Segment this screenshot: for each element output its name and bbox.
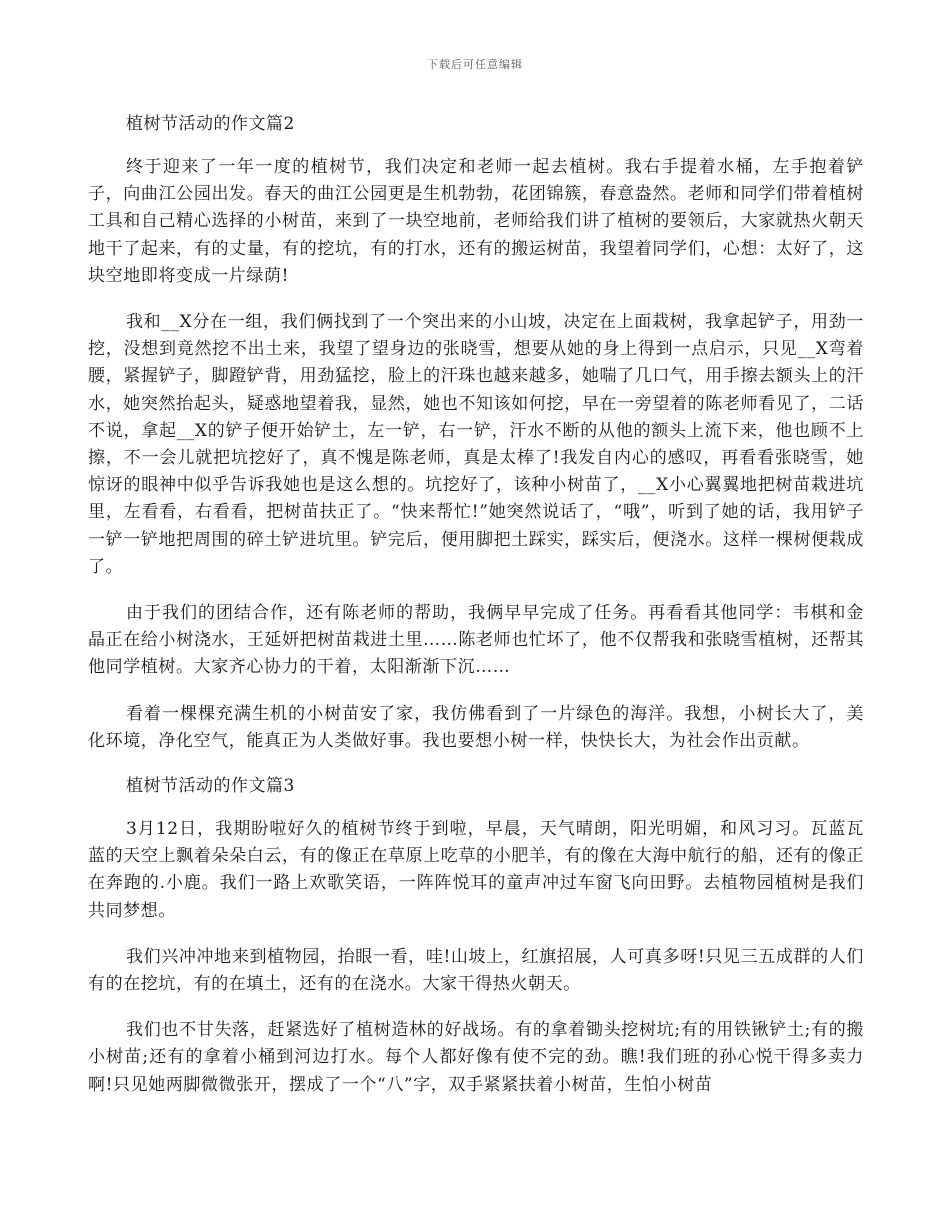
paragraph: 由于我们的团结合作，还有陈老师的帮助，我俩早早完成了任务。再看看其他同学：韦棋和金晶正在给小树浇水，王延妍把树苗栽进土里……陈老师也忙坏了，他不仅帮我和张晓雪植树，还帮其他同学植树。大家齐心协力的干着，太阳渐渐下沉…… xyxy=(88,603,864,678)
paragraph: 我和__X分在一组，我们俩找到了一个突出来的小山坡，决定在上面栽树，我拿起铲子，用劲一挖，没想到竟然挖不出土来，我望了望身边的张晓雪，想要从她的身上得到一点启示，只见__X弯着腰，紧握铲子，脚蹬铲背，用劲猛挖，脸上的汗珠也越来越多，她喘了几口气，用手擦去额头上的汗水，她突然抬起头，疑惑地望着我，显然，她也不知该如何挖，早在一旁望着的陈老师看见了，二话不说，拿起__X的铲子便开始铲土，左一铲，右一铲，汗水不断的从他的额头上流下来，他也顾不上擦，不一会儿就把坑挖好了，真不愧是陈老师，真是太棒了!我发自内心的感叹，再看看张晓雪，她惊讶的眼神中似乎告诉我她也是这么想的。坑挖好了，该种小树苗了，__X小心翼翼地把树苗栽进坑里，左看看，右看看，把树苗扶正了。“快来帮忙!”她突然说话了，“哦”，听到了她的话，我用铲子一铲一铲地把周围的碎土铲进坑里。铲完后，便用脚把土踩实，踩实后，便浇水。这样一棵树便栽成了。 xyxy=(88,312,864,577)
section-title-3: 植树节活动的作文篇3 xyxy=(126,776,295,797)
section-title-2: 植树节活动的作文篇2 xyxy=(126,114,295,134)
paragraph: 我们兴冲冲地来到植物园，抬眼一看，哇!山坡上，红旗招展，人可真多呀!只见三五成群的人们有的在挖坑，有的在填土，还有的在浇水。大家干得热火朝天。 xyxy=(88,946,864,995)
paragraph: 终于迎来了一年一度的植树节，我们决定和老师一起去植树。我右手提着水桶，左手抱着铲子，向曲江公园出发。春天的曲江公园更是生机勃勃，花团锦簇，春意盎然。老师和同学们带着植树工具和自己精心选择的小树苗，来到了一块空地前，老师给我们讲了植树的要领后，大家就热火朝天地干了起来，有的丈量，有的挖坑，有的打水，还有的搬运树苗，我望着同学们，心想：太好了，这块空地即将变成一片绿荫! xyxy=(88,157,864,286)
paragraph: 3月12日，我期盼啦好久的植树节终于到啦，早晨，天气晴朗，阳光明媚，和风习习。瓦蓝瓦蓝的天空上飘着朵朵白云，有的像正在草原上吃草的小肥羊，有的像在大海中航行的船，还有的像正在奔跑的.小鹿。我们一路上欢歌笑语，一阵阵悦耳的童声冲过车窗飞向田野。去植物园植树是我们共同梦想。 xyxy=(88,819,864,921)
paragraph: 我们也不甘失落，赶紧选好了植树造林的好战场。有的拿着锄头挖树坑;有的用铁锹铲土;有的搬小树苗;还有的拿着小桶到河边打水。每个人都好像有使不完的劲。瞧!我们班的孙心悦干得多卖力啊!只见她两脚微微张开，摆成了一个“八”字，双手紧紧扶着小树苗，生怕小树苗 xyxy=(88,1020,864,1095)
paragraph: 看着一棵棵充满生机的小树苗安了家，我仿佛看到了一片绿色的海洋。我想，小树长大了，美化环境，净化空气，能真正为人类做好事。我也要想小树一样，快快长大，为社会作出贡献。 xyxy=(88,703,864,751)
document-body xyxy=(88,112,864,1118)
page-header: 下载后可任意编辑 xyxy=(427,58,523,71)
